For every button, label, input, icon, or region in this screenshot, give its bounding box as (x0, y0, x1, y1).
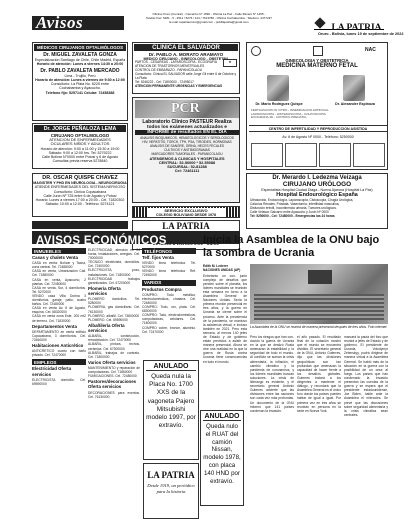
contact-line: E-mail: lapatriaoruro@gmail.com - publilapatria@gmail.com (169, 19, 249, 24)
ad-line: Horario de atención: 9:00 a 11:00 y 15:30 a 19:00 (40, 146, 120, 151)
listing: CASA en venta, Urbanización Cali. Cel. 71880000 (32, 269, 86, 278)
article-col-3 (297, 335, 341, 523)
listing: CASA en venta: Bolívar y Tacna, zona central. Tel. 72488000 (32, 261, 86, 270)
ad-line: Calle Junín Nº 725 entre 6 de Agosto y Potosí (43, 193, 117, 198)
doctor-spec: CIRUJANO URÓLOGO (282, 181, 352, 188)
listing: ELECTRICIDAD trabajos garantizados. Cel. 67200000 (88, 276, 140, 285)
pcr-title: PCR (171, 101, 200, 116)
category-heading: EMPLEOS (32, 359, 86, 365)
listing: ELECTRICIDAD, atención en 24 horas, instalaciones, arreglos. Cel. 70000000 (88, 248, 140, 261)
cert-sub: COLEGIO BOLIVIANO DESDE 1978 (147, 213, 225, 217)
listing: ANTICRETICO cuarto con baño privado. Cel. 72470000 (32, 349, 86, 358)
classifieds-col-1 (32, 248, 86, 523)
classifieds-banner-top (32, 221, 128, 229)
listing: PLOMERIA, gas domiciliario. Cel. 76130000 (88, 305, 140, 314)
subcategory: Habitaciones Anticrético (32, 343, 84, 349)
address: Cochabamba y Ayacucho. (59, 86, 101, 91)
listing: DECORACIONES para eventos. Cel. 76130000 (88, 390, 140, 399)
category-heading: VARIOS (142, 280, 196, 286)
article-col-2 (250, 335, 294, 523)
ad-line: CONTROL DE EMBARAZO - PAPANICOLAOU (135, 68, 203, 73)
ad-line: Calle Bolivar N°0000 entre Potosí y 6 de Agosto (41, 155, 119, 160)
category-heading: TELÉFONOS (142, 248, 196, 254)
contact-block (124, 13, 294, 25)
doctor-name: Dr. Mario Rodríguez Quispe (255, 102, 303, 106)
subcategory: Plomería Oferta servicios (88, 285, 121, 297)
article-col-4 (344, 335, 388, 523)
university-logo-icon (313, 46, 323, 56)
doctor-name: Dr. Merardo I. Ledezma Veizaga (272, 175, 362, 181)
address: Consultorio: La Plata No. 6225 entre (50, 82, 110, 87)
ad-line: Disfunción eréctil, Incontinencia urinaria, Tumores urológicos. (250, 206, 337, 211)
doctor-name: Dr. JORGE PEÑALOZA LEMA (34, 125, 126, 132)
doctor-spec: CIRUJANO OFTALMOLOGO (50, 133, 110, 138)
ad-line: Tel: 5246222 - Cel: 71800000 - 72495017 (135, 79, 194, 84)
pcr-hours: ATENDEMOS A CLINICAS Y HOSPITALES (149, 157, 225, 161)
subcategory: Pastores/decoraciones Oferta servicios (88, 379, 137, 390)
photo-podium (308, 270, 332, 284)
doctor-name: Dr. PABLO A. MORATO ARAMAYO (148, 52, 224, 57)
ad-ginecologia (246, 42, 388, 170)
doctor-name: Dr. PABLO ZAVALETA MERCADO (40, 67, 120, 74)
doctor-photo (267, 75, 289, 101)
pcr-line: todos los exámenes actualizados e (147, 125, 227, 130)
ad-line: Consultorio: Clínica EL SALVADOR calle Jorge Gil entre 6 de Octubre y La Plata (135, 72, 237, 80)
anulado-text: Queda nulo el RUAT del camión Nissan, modelo 1978, con placa 140 HND por extravío. (203, 423, 241, 485)
ad-line: ATENCION DE ENFERMEDADES (49, 137, 111, 142)
brand-flag-icon (314, 17, 325, 28)
cert-title: SERVICIO EXCLUSIVO (147, 208, 225, 213)
ad-line: ANALISIS BIOQUIMICOS, HEMATOLOGICOS Y SEROLOGICOS (140, 136, 234, 140)
ad-clinica-title: CLINICA EL SALVADOR (134, 44, 238, 51)
article-text: Pero los riesgos que han con- ducido la guerra de Ucrania en la que se deslizó Rusia amenazan la estabilidad y la seguridad de todo el mundo. Al conflicto se suman la crisis alimentaria, la inflación, el cambio climático y la pandemia de coronavirus, y los líderes mundiales buscan soluciones. La crisis de liderazgo es evidente, y el secretario general António Guterres advierte que las divisiones entre las naciones son cada vez más profundas. Un documento de la ONU informó que 141 países condenan la invasión. (250, 335, 294, 413)
ad-line: ATENCION PERMANENTE URGENCIAS Y EMERGENCIAS (135, 83, 223, 88)
listing: CASA en venta zona Este, 200 mt2 de terreno. Cel. 71830000 (32, 314, 86, 323)
ad-line: MARCADORES TUMORALES - PAPANICOLAOU (151, 152, 223, 156)
article-headline: Inicia la Asamblea de la ONU bajo la sombra de Ucrania (203, 234, 380, 259)
pcr-lab: Laboratorio Clínico PASTEUR Realiza (142, 119, 232, 125)
subcategory: Electricidad Oferta servicios (32, 366, 72, 377)
ad-jorge (32, 123, 128, 169)
anulado-box-2 (200, 410, 244, 506)
lapatria-brand: LA PATRIA (162, 221, 210, 231)
photo-caption: La Asamblea de la ONU se reunirá de manera presencial después de tres años. Foto internet. (250, 325, 388, 329)
pcr-line: INFORME de resultados EN EL DIA (135, 130, 239, 135)
gine-center: CENTRO DE INFERTILIDAD Y REPRODUCCION ASISTIDA (249, 125, 387, 132)
hours: Horario de atención: Lunes a viernes de 9:30 a 12:00 (35, 77, 125, 82)
ad-line: HIV, HEPATITIS, TORCH, TPH, PSA, TIROIDES, HORMONAS (142, 140, 232, 144)
listing: VENDO casa Villa Dorina 3 dormitorios, garaje, patio, cuatro baños. Cel. 72480000 (32, 293, 86, 307)
ad-line: ECOGRAFIA 4D - CONTROL PRENATAL (251, 115, 307, 120)
listing: ALBAÑIL, trabajos de contrato. Cel. 71800000 (88, 350, 140, 359)
classifieds-col-2 (88, 248, 140, 523)
listing: COMPRO cobre, bronce, aluminio. Cel. 72470000 (142, 325, 196, 334)
footer-since: Desde 1919, un periódico para la historia (147, 483, 195, 494)
ad-line: LAPAROSCOPIA - HISTEROSCOPIA - COLPOSCOPIA (251, 111, 326, 116)
hospital-logo-icon (251, 46, 261, 56)
subcategory: Casas y chalets Venta (32, 255, 78, 260)
hours: Horario de atención: Lunes a viernes 14:30 a 20:00 (36, 62, 124, 67)
listing: ALBAÑIL, pintura, techos, cerámica. Cel. 67300000 (88, 342, 140, 351)
article-col-1 (203, 264, 247, 409)
listing: CASA en venta Av. 6 de Agosto, esquina. Cel. 68320000 (32, 306, 86, 315)
article-text: marcará la pauta del foro que reunirá a jefes de Estado y de gobierno. El presidente de Ucrania, Volodymyr Zelenskyy, podrá dirigirse de manera virtual a la Asamblea General. Se habló más de la situación en la guerra con la posibilidad de un cese al fuego. Los países que han condenado la invasión presentan las cuentas de la guerra y se espera que el presidente estadounidense, Joe Biden, hable ante la Asamblea el miércoles. Se prevé que las discusiones sobre seguridad alimentaria y la crisis climática sean centrales. (344, 335, 388, 417)
doctor-name: DR. OSCAR QUISPE CHAVEZ (42, 175, 118, 181)
article-text: el año pasado. El resultado final de la votación mostró que el mundo se encuentra dividido. El secretario general de la ONU, António Guterres, dijo que las divisiones geopolíticas son tan profundas que amenazan la capacidad de hacer frente a los desafíos globales. Guterres instará a los dirigentes a mantener el diálogo, y recordará que la Asamblea General es el único foro donde los países pueden hablar de igual a igual. Por primera vez en tres años se reunirán en persona en la sede en Nueva York. (297, 335, 341, 413)
ad-line: FERTILIZACION IN VITRO - INSEMINACION ARTIFICIAL (251, 108, 329, 112)
ad-line: ANALISIS DE SANGRE, ORINA, HECES FECALES (149, 144, 225, 148)
section-title: Avisos (36, 13, 84, 32)
pcr-phone: Cel: 72461111 (174, 169, 200, 173)
classifieds-col-3 (142, 248, 196, 358)
pcr-phone: CENTRAL: 52-56000 * 52-55088 (158, 161, 216, 165)
section-header (0, 0, 420, 36)
listing: ELECTRICISTA domicilio. Cel. 69590000 (32, 377, 86, 386)
ad-line: Av. 6 de Agosto Nº 0000 - Teléfono: 5250000 (282, 135, 354, 139)
footer-brand: LA PATRIA (147, 470, 195, 480)
ad-medicos (32, 42, 128, 121)
ad-line: Cálculos Renales, Próstata, Vasectomía, Infertilidad masculina, (250, 202, 340, 207)
dateline: Oruro - Bolivia, lunes 19 de septiembre de 2022 (318, 32, 404, 36)
doctor-spec: Especialista Hospital Ciudad Diaga - Nueva Ajarona (Hospital La Paz) (261, 188, 373, 192)
doctor-name: Dr. Alexander Espinoza (335, 102, 375, 106)
doctor-spec: Lima - Trujillo, Perú (64, 73, 96, 78)
ad-line: Consultorio: Clínica Copacabana (53, 189, 107, 194)
ad-line: ATENCION DE TRASTORNOS MENSTRUALES (135, 64, 205, 69)
listing: PLOMERO, albañil. Cel. 73800000 (88, 313, 140, 318)
ad-line: Sábado: 10:00 a 12:00 - Teléfono: 5274121 (45, 202, 115, 207)
anulado-text: Queda nula la Placa No. 1700 XXS de la vagoneta Pajero Mitsubishi modelo 1997, por extravío. (146, 373, 196, 430)
listing: COMPRO: Todo metálico, electrodomésticos, chatarra. Cel. 72480000 (142, 292, 196, 305)
footer-lapatria-box (143, 463, 199, 519)
ad-medicos-title: MÉDICOS CIRUJANOS OFTALMÓLOGOS (34, 44, 126, 51)
ad-line: Sábado: 9:00 a 12:00 hrs. Tel: 5279222 (48, 150, 112, 155)
category-heading: INMUEBLES (32, 248, 86, 254)
gine-sub: MEDICINA MATERNO FETAL (276, 63, 358, 69)
listing: ALBAÑIL, construcción, remodelación. Cel. 72470000 (88, 334, 140, 343)
ad-oscar (32, 173, 128, 217)
brand-box (314, 17, 384, 33)
doctor-name: Dr. MIGUEL ZAVALETA GONZA (43, 52, 117, 58)
subcategory: Productos Compra (142, 286, 182, 292)
ad-line: OCULARES NIÑOS Y ADULTOS (50, 141, 110, 147)
ad-line: Tel: 5250000 - Cel: 72480000 - Emergencias las 24 horas (250, 214, 335, 219)
ad-pcr (132, 97, 240, 203)
doctor-spec: MAGISTER Y PHD EN NEUROLOGIA - NEUROCIRUGIA (33, 181, 127, 185)
phone: Telefono fijo: 5257141 Celular: 72458388 (45, 90, 115, 95)
subcategory: Telf. fijos Venta (142, 255, 174, 260)
listing: TECNICO electricista, domicilios. Cel. 72400000 (88, 260, 140, 269)
anulado-title: ANULADO (204, 413, 240, 420)
doctor-spec: Especialización Santiago de Chile, Chile Madrid, España (34, 58, 126, 62)
article-byline: Edith M. Lederer (203, 264, 228, 268)
classifieds-title: AVISOS ECONÓMICOS (36, 235, 167, 247)
ad-line: Ultrasonido, Endourología, Laparoscopia, Cistoscopia, Cirugía Urológica, (250, 198, 354, 203)
listing: CASA en venta, Ayacucho, 2 plantas. Cel. 72450000 (32, 277, 86, 286)
ad-line: Calle Velasco Galvarro entre Ayacucho y Junín Nº 0000 (250, 210, 329, 215)
ad-line: Consultas previa reserva 5278840 (52, 159, 108, 164)
ad-line: Horario: Lunes a viernes 17:00 a 20:00 - Cel. 71820302 (35, 198, 125, 203)
ad-certificados (132, 206, 240, 218)
gine-title: GINECOLOGIA Y OBSTETRICIA (285, 58, 349, 63)
listing: COMPRO: Todo, oro, plata. Cel. 68300000 (142, 305, 196, 314)
listing: VENDO línea telefónica. Tel. 5270000 (142, 261, 196, 270)
clinica-logo-icon: ✚ (223, 59, 237, 67)
brand-name: LA PATRIA (331, 23, 382, 33)
listing: PLOMERO domicilios. Tel. 5280000 (88, 297, 140, 306)
contact-line: Telefax Fax: 5281 - 5 - 2511 / 5276 / 124 / 7613780 - Oficina Cochabamba - Telefono: 4477237 (146, 15, 272, 20)
gine-service-boxes (251, 143, 385, 167)
listing: FUMIGACIONES. Cel. 72480000 (88, 374, 137, 379)
ad-line: PARTOS - CESAREAS - LAPAROSCOPIA - ECOGRAFIA (135, 60, 217, 65)
listing: ELECTRICISTA, pozo, instalaciones. Cel. 71800000 (88, 268, 140, 277)
doctor-photo (343, 75, 365, 101)
anulado-box-1 (143, 360, 199, 460)
pcr-phone: SUCURSAL: 52-81288 (167, 165, 207, 169)
listing: MANTENIMIENTO y reparación de computadoras. Cel. 71860000 (88, 365, 140, 375)
doctor-spec: ATIENDE ENFERMEDADES DEL SISTEMA NERVIOSO (34, 185, 126, 190)
listing: CASA en venta, Sur, 4 dormitorios. Tel. 5270000 (32, 285, 86, 294)
contact-line: Oficina Oruro (Central) - Camacho N° 1892 - Oficina La Paz - Calle Illimani N° 1455 - (152, 12, 266, 16)
ad-clinica (132, 42, 240, 94)
listing: DEPARTAMENTO en venta edificio Copacabana, 3 dormitorios. Cel. 72460000 (32, 329, 86, 342)
listing: PLOMERO. Cel. 69590000 (88, 317, 128, 322)
subcategory: Departamentos Venta (32, 323, 77, 329)
listing: VENDO línea telefónica Ref. 72450000 (142, 269, 196, 278)
listing: COMPRO: Todo, electrodomésticos, computadoras, celulares. Cel. 71800000 (142, 313, 196, 326)
subcategory: Albañilería Oferta servicios (88, 322, 125, 334)
article-text: Entretanto un con- junto complejo de desafíos que penden sobre el planeta, los líderes mundiales se reunirán esta semana en torno a la Asamblea General de Naciones Unidas. Sería la primera reunión presencial en tres años, y la guerra en Ucrania se cierne sobre el proceso. Ante la prevalencia de la pandemia, se mantuvo la asistencia virtual, e incluso también en 2021. Pero esta semana, al menos 140 jefes de Estado y de gobierno están previstos a asistir de manera presencial. Ahora se vive una realidad en la que la guerra de Rusia contra Ucrania tiene consecuencias en todo el mundo. (203, 273, 247, 364)
ad-line: CULTIVOS Y ANTIBIOGRAMAS (164, 148, 210, 152)
article-agency: NACIONES UNIDAS (AP) (203, 268, 241, 273)
assembly-photo (250, 264, 388, 324)
doctor-spec: MEDICO CIRUJANO - GINECOLOGO - OBSTETRA (143, 57, 229, 61)
photo-seats (254, 294, 384, 320)
subcategory: Varios Oferta servicios (88, 359, 136, 365)
nacir-logo-icon: NAC (365, 47, 376, 53)
anulado-title: ANULADO (146, 363, 196, 371)
ad-ledezma (246, 173, 388, 229)
hospital-name: Hospital Endourológico España (276, 192, 358, 199)
